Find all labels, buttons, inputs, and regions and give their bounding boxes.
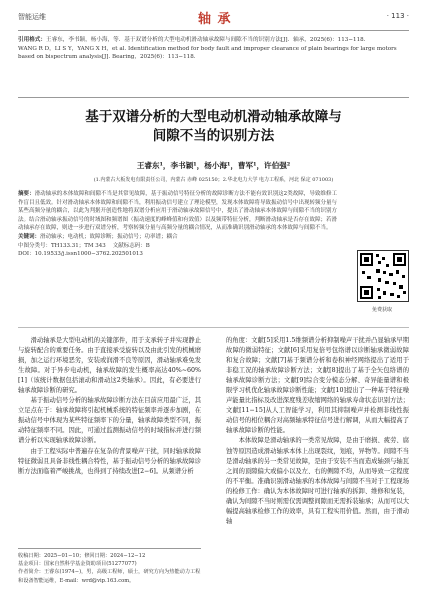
citation-label: 引用格式： (18, 37, 46, 43)
title-line: 基于双谱分析的大型电动机滑动轴承故障与 (85, 109, 342, 125)
fund-info: 基金项目：国家自然科学基金资助项目(51277077) (18, 561, 137, 568)
right-column (226, 336, 409, 527)
divider (18, 327, 409, 328)
footnote (18, 552, 201, 585)
received-date: 收稿日期：2025−01−10；修回日期：2024−12−12 (18, 553, 146, 559)
citation-block (18, 36, 409, 62)
paragraph: 滑动轴承是大型电动机的关键部件，用于支承转子并实现静止与旋转配合的重要任务。由于直接承受旋转以及由此引发的机械磨损，加之运行环境恶劣，安装或润滑不良等原因，滑动轴承难免发生故障。对于异步电动机，轴承故障的发生概率高达40%~60%[1]（该统计数据包括滚动和滑动这2类轴承）。因此，有必要进行轴承故障诊断的研究。 (18, 337, 201, 395)
journal-section: 智能运维 (18, 13, 46, 21)
citation-cn: 王睿东，李书颖，杨小海，等．基于双谱分析的大型电动机滑动轴承故障与间隙不当的识别方法[J]．轴承，2025(6)：113−118. (45, 37, 366, 43)
clc-number: 中图分类号：TH133.31；TM 343 (18, 242, 106, 249)
affiliation: (1.内蒙古大板发电有限责任公司，内蒙古 赤峰 025150；2.华北电力大学 电力工程系，河北 保定 071003) (93, 177, 334, 183)
title-line: 间隙不当的识别方法 (152, 128, 275, 144)
qr-code-icon[interactable] (357, 250, 409, 302)
paragraph: 的角度：文献[5]采用1.5维频谱分析抑制噪声干扰并凸显轴承早期故障的微弱特征；文献[6]采用复倍号包络谱以诊断轴承微弱故障和复合故障；文献[7]基于频谱分析和卷积神经网络提出了适用于非稳工况的轴承故障诊断方法；文献[8]提出了基于全矢包络谱的轴承故障诊断方法；文献[9]综合变分模态分解、奇异能量谱和极限学习机优化轴承故障诊断性能；文献[10]提出了一种基于特征噪声能量比指标及改进深度残差收缩网络的轴承寿命状态识别方法；文献[11−15]从人工智能学习，利用其抑制噪声并检测非线性振动信号的相位耦合对高频轴承特征信号进行解调，从而大幅提高了轴承故障诊断的性能。 (226, 337, 409, 435)
abstract-text: 滑动轴承的本体故障和间隙不当是其常见故障，基于振动信号特征分析的故障诊断方法不能有效识别这2类故障，导致维修工作盲目且低效。针对滑动轴承本体故障和间隙不当，利用振动信号建立了理论模型，发现本体故障将导致振动信号中出现转频分量与某些高频分量的耦合，以此为判据开创造性地将双谱分析应用于滑动轴承故障信号中，提出了滑动轴承本体故障与间隙不当的识别方法。结合滑动轴承振动信号的时域图和频谱图（振动速度的峰峰值和有效值）以及频带特征分析，判断滑动轴承是否存在故障；若滑动轴承存在故障，则进一步进行双谱分析，考察转频分量与高频分量的耦合情况，从而准确识别滑动轴承的本体故障与间隙不当。 (18, 191, 338, 232)
page-number: · 113 · (386, 12, 409, 20)
journal-logo: 轴 承 (198, 12, 232, 27)
citation-en: WANG R D，LI S Y，YANG X H，et al. Identification method for body fault and improper clearance of plain bearings for large motors based on bispectrum analysis[J]. Bearing，2025(6)：113−118. (18, 45, 397, 61)
paragraph: 本体故障是滑动轴承的一类常见故障，是由于磨损、疲劳、腐蚀等原因造成滑动轴承本体上出现裂纹，划痕，异物等。间隙不当是滑动轴承的另一类常见故障，是由于安装不当而造成轴颈与轴瓦之间的顶隙偏大或偏小以及左、右的侧隙不均，从而导致一定程度的不平衡。准确识别滑动轴承的本体故障与间隙不当对于工程现场的检修工作：确认为本体故障时可进行轴承的拆卸、维修和复装，确认为间隙不当时则需仅需调整间隙而无需拆装轴承；从而可以大幅提高轴承检修工作的效率，具有工程实用价值。然而，由于滑动轴 (226, 437, 409, 525)
qr-label: 免费获取 (371, 307, 392, 313)
article-title (40, 108, 387, 146)
abstract-block (18, 190, 337, 259)
document-code: 文献标志码：B (112, 242, 150, 249)
doi: DOI：10.19533/j.issn1000−3762.202501013 (18, 251, 143, 258)
qr-code-graphic (358, 251, 408, 301)
author-bio: 作者简介：王睿东(1974−)，男，高级工程师，硕士，研究方向为热能动力工程和设备智能运维，E-mail：wrd@vip.163.com。 (18, 569, 201, 584)
keywords: 滑动轴承；电动机；故障诊断；振动信号；功率谱；耦合 (40, 233, 178, 240)
divider (18, 97, 409, 98)
left-column (18, 336, 201, 477)
footnote-divider (18, 548, 201, 549)
abstract-label: 摘要： (18, 191, 35, 197)
keywords-label: 关键词： (18, 233, 41, 240)
authors: 王睿东¹，李书颖¹，杨小海¹，曹军¹，许伯强² (136, 161, 291, 170)
page-header (18, 8, 409, 31)
paragraph: 基于振动信号分析的轴承故障诊断方法在目前应用最广泛，其立足点在于：轴承故障将引起机械系统的特征频率并逐步加剧，在振动信号中体现为某些特征频率下的分量，轴承故障类型不同，振动特征频率不同。因此，可通过监测振动信号的时域指标并进行频谱分析以实现轴承故障诊断。 (18, 397, 201, 445)
paragraph: 由于工程实际中普遍存在复杂的背景噪声干扰，同时轴承故障特征微弱且具备非线性耦合特性，基于振动信号分析的轴承故障诊断方法面临着严峻挑战，也得到了持续改进[2−6]。从频谱分析 (18, 447, 201, 475)
